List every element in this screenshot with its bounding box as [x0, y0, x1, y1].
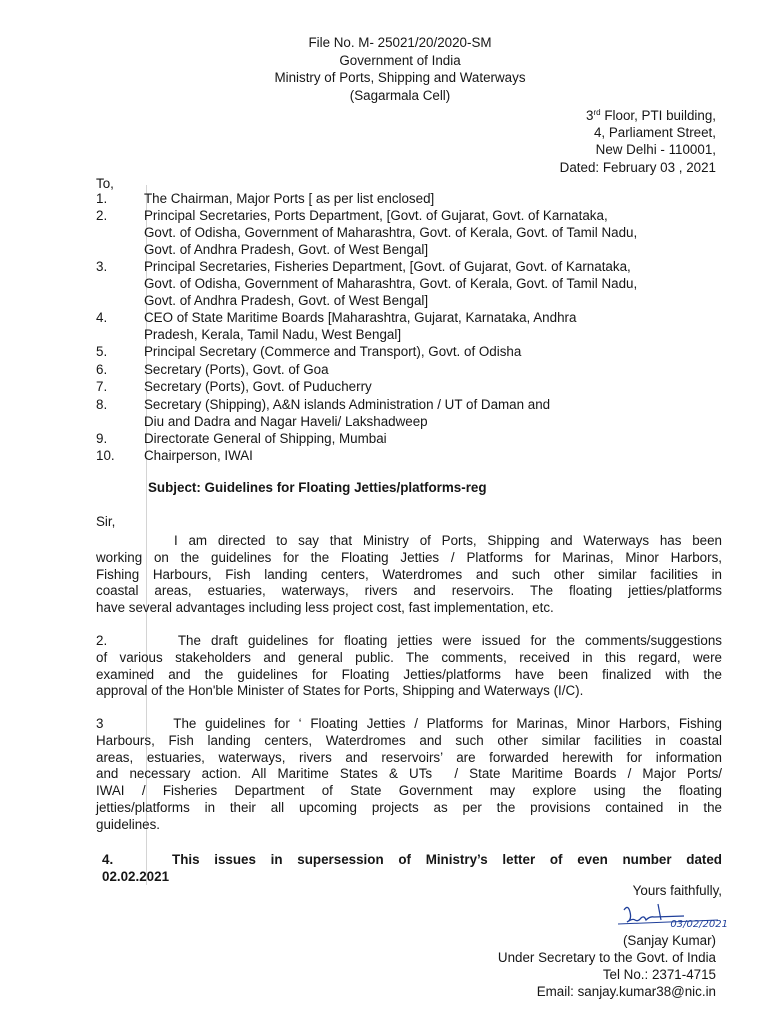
ministry-name: Ministry of Ports, Shipping and Waterways: [274, 70, 526, 85]
paragraph-line: 02.02.2021: [102, 868, 170, 884]
paragraph-line: working on the guidelines for the Floating Jetties / Platforms for Marinas, Minor Harbors,: [96, 549, 722, 565]
recipient-item: [96, 396, 726, 430]
recipient-text: [144, 190, 726, 207]
letter-date: Dated: February 03 , 2021: [559, 159, 716, 175]
paragraph-line: IWAI / Fisheries Department of State Government may explore using the floating: [96, 783, 722, 799]
recipient-number: 7.: [96, 379, 108, 395]
paragraph-line: Fishing Harbours, Fish landing centers, Waterdromes and such other similar facilities in: [96, 566, 722, 582]
recipient-item: [96, 430, 726, 447]
recipient-item: [96, 447, 726, 464]
paragraph-line: I am directed to say that Ministry of Ports, Shipping and Waterways has been: [174, 533, 722, 548]
office-address: [560, 107, 716, 176]
recipient-line: Secretary (Shipping), A&N islands Administration / UT of Daman and: [144, 396, 551, 412]
recipient-item: [96, 258, 726, 309]
signatory-email: Email: sanjay.kumar38@nic.in: [536, 984, 716, 999]
recipient-text: [144, 258, 726, 309]
recipient-line: Secretary (Ports), Govt. of Goa: [144, 361, 329, 377]
paragraph-line: areas, estuaries, waterways, rivers and reservoirs’ are forwarded herewith for information: [96, 749, 722, 765]
paragraph-line: guidelines.: [96, 816, 161, 832]
recipient-number: 9.: [96, 430, 108, 446]
recipient-text: [144, 378, 726, 395]
recipient-line: Govt. of Andhra Pradesh, Govt. of West Bengal]: [144, 242, 429, 258]
recipient-item: [96, 378, 726, 395]
paragraph-2: [96, 633, 722, 700]
recipient-text: [144, 430, 726, 447]
letter-header: [0, 34, 768, 104]
paragraph-line: approval of the Hon'ble Minister of States for Ports, Shipping and Waterways (I/C).: [96, 683, 584, 699]
recipient-number: 6.: [96, 361, 108, 377]
recipient-item: [96, 361, 726, 378]
recipient-number: 5.: [96, 344, 108, 360]
recipient-line: Diu and Dadra and Nagar Haveli/ Lakshadweep: [144, 413, 428, 429]
closing-phrase: Yours faithfully,: [632, 883, 722, 898]
signature-date: 03/02/2021: [670, 919, 728, 930]
paragraph-line: and necessary action. All Maritime States & UTs / State Maritime Boards / Major Ports/: [96, 766, 722, 782]
paragraph-4: [102, 852, 722, 886]
recipient-line: Pradesh, Kerala, Tamil Nadu, West Bengal]: [144, 327, 402, 343]
recipient-number: 2.: [96, 208, 108, 224]
paragraph-line: coastal areas, estuaries, waterways, rivers and reservoirs. The floating jetties/platforms: [96, 583, 722, 599]
recipient-number: 8.: [96, 396, 108, 412]
recipient-text: [144, 343, 726, 360]
recipient-number: 4.: [96, 310, 108, 326]
file-number: File No. M- 25021/20/2020-SM: [308, 35, 492, 50]
recipient-item: [96, 207, 726, 258]
recipient-number: 3.: [96, 259, 108, 275]
paragraph-line: Harbours, Fish landing centers, Waterdromes and such other similar facilities in coastal: [96, 732, 722, 748]
recipient-line: The Chairman, Major Ports [ as per list enclosed]: [144, 191, 435, 206]
paragraph-line: of various stakeholders and general public. The comments, received in this regard, were: [96, 649, 722, 665]
paragraph-3: [96, 716, 722, 834]
cell-name: (Sagarmala Cell): [349, 87, 451, 103]
recipient-item: [96, 190, 726, 207]
subject-line: Subject: Guidelines for Floating Jetties/platforms-reg: [148, 480, 487, 495]
recipient-line: Principal Secretaries, Fisheries Department, [Govt. of Gujarat, Govt. of Karnataka,: [144, 259, 631, 275]
to-label: To,: [96, 176, 114, 191]
address-city: New Delhi - 110001,: [595, 142, 716, 158]
recipient-item: [96, 343, 726, 360]
paragraph-line: have several advantages including less project cost, fast implementation, etc.: [96, 600, 554, 616]
signatory-phone: Tel No.: 2371-4715: [602, 967, 716, 982]
recipient-text: [144, 361, 726, 378]
recipient-text: [144, 447, 726, 464]
recipient-line: Directorate General of Shipping, Mumbai: [144, 430, 387, 446]
recipient-text: [144, 207, 726, 258]
salutation: Sir,: [96, 514, 116, 529]
paragraph-line: examined and the guidelines for Floating Jetties/platforms have been finalized with the: [96, 666, 722, 682]
recipient-list: [96, 190, 726, 465]
recipient-line: Chairperson, IWAI: [144, 448, 253, 464]
address-street: 4, Parliament Street,: [593, 125, 716, 141]
signatory-name: (Sanjay Kumar): [622, 933, 716, 948]
recipient-number: 10.: [96, 448, 115, 464]
paragraph-line: jetties/platforms in their all upcoming projects as per the provisions contained in the: [96, 799, 722, 815]
signatory-block: [498, 932, 716, 1000]
government-name: Government of India: [339, 52, 461, 68]
recipient-line: Govt. of Andhra Pradesh, Govt. of West Bengal]: [144, 293, 429, 309]
recipient-line: Govt. of Odisha, Government of Maharashtra, Govt. of Kerala, Govt. of Tamil Nadu,: [144, 276, 638, 292]
recipient-line: CEO of State Maritime Boards [Maharashtra, Gujarat, Karnataka, Andhra: [144, 310, 577, 326]
recipient-text: [144, 396, 726, 430]
recipient-line: Govt. of Odisha, Government of Maharashtra, Govt. of Kerala, Govt. of Tamil Nadu,: [144, 225, 638, 241]
paragraph-line: 3 The guidelines for ‘ Floating Jetties / Platforms for Marinas, Minor Harbors, Fishing: [96, 716, 722, 731]
signatory-designation: Under Secretary to the Govt. of India: [497, 950, 716, 965]
recipient-line: Principal Secretaries, Ports Department, [Govt. of Gujarat, Govt. of Karnataka,: [144, 208, 608, 224]
paragraph-line: 4. This issues in supersession of Ministry’s letter of even number dated: [102, 852, 722, 867]
recipient-line: Secretary (Ports), Govt. of Puducherry: [144, 379, 372, 395]
recipient-line: Principal Secretary (Commerce and Transport), Govt. of Odisha: [144, 344, 522, 360]
recipient-text: [144, 309, 726, 343]
paragraph-line: 2. The draft guidelines for floating jetties were issued for the comments/suggestions: [96, 633, 722, 648]
address-floor: 3rd Floor, PTI building,: [586, 108, 716, 123]
recipient-item: [96, 309, 726, 343]
recipient-number: 1.: [96, 191, 108, 206]
paragraph-1: [96, 533, 722, 617]
